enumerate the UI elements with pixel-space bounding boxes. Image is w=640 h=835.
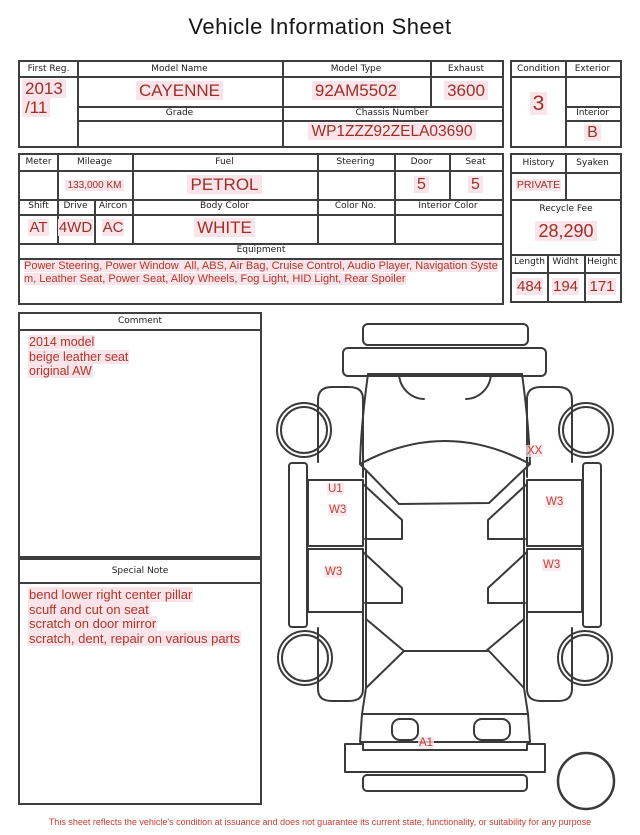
first-reg-label: First Reg. xyxy=(27,64,70,74)
damage-code-left-rear-door: W3 xyxy=(325,566,343,578)
interior-value: B xyxy=(565,124,620,142)
syaken-label: Syaken xyxy=(576,158,609,168)
damage-code-rear-bumper: A1 xyxy=(419,737,434,749)
history-value: PRIVATE xyxy=(516,179,561,191)
recycle-fee-value: 28,290 xyxy=(512,221,620,242)
special-note-line: bend lower right center pillar xyxy=(29,587,193,602)
seat-label: Seat xyxy=(465,157,486,167)
special-note-label: Special Note xyxy=(111,566,169,576)
shift-value: AT xyxy=(29,219,48,236)
model-name-label: Model Name xyxy=(151,64,208,74)
width-value: 194 xyxy=(552,278,579,295)
divider xyxy=(512,199,620,201)
model-type-value: 92AM5502 xyxy=(282,81,430,101)
model-type-label: Model Type xyxy=(330,64,382,74)
special-note-content xyxy=(20,588,260,646)
exterior-label: Exterior xyxy=(574,64,611,74)
aircon-value: AC xyxy=(102,219,124,236)
divider xyxy=(394,155,396,243)
divider xyxy=(565,120,620,122)
length-label: Length xyxy=(513,257,546,267)
divider xyxy=(20,76,502,78)
fuel-value: PETROL xyxy=(132,175,317,195)
color-no-label: Color No. xyxy=(334,201,377,211)
interior-label: Interior xyxy=(576,108,609,118)
special-note-line: scratch on door mirror xyxy=(29,616,157,631)
mileage-label: Mileage xyxy=(76,157,113,167)
mileage-value: 133,000 KM xyxy=(57,180,132,191)
damage-code-right-rear-door: W3 xyxy=(543,559,561,571)
comment-line: 2014 model xyxy=(29,335,95,349)
fee-dimensions-table xyxy=(510,153,622,303)
height-label: Height xyxy=(587,257,617,267)
equipment-label: Equipment xyxy=(236,245,286,255)
divider xyxy=(77,120,502,122)
equipment-value: Power Steering, Power Window All, ABS, Air Bag, Cruise Control, Audio Player, Navigation System, Leather Seat, Power Seat, Alloy Wheels, Fog Light, HID Light, Rear Spoiler xyxy=(24,260,498,285)
body-color-value: WHITE xyxy=(132,218,317,238)
chassis-number-value: WP1ZZZ92ZELA03690 xyxy=(282,123,502,141)
divider xyxy=(512,76,620,78)
drive-label: Drive xyxy=(63,201,88,211)
divider xyxy=(512,272,620,274)
model-name-value: CAYENNE xyxy=(77,81,282,101)
meter-label: Meter xyxy=(25,157,52,167)
registration-table xyxy=(18,60,504,148)
exhaust-value: 3600 xyxy=(430,81,502,101)
divider xyxy=(20,170,502,172)
divider xyxy=(317,155,319,243)
recycle-fee-label: Recycle Fee xyxy=(539,204,593,214)
length-value: 484 xyxy=(516,278,543,295)
width-label: Widht xyxy=(552,257,579,267)
aircon-label: Aircon xyxy=(98,201,128,211)
fuel-label: Fuel xyxy=(215,157,234,167)
body-color-label: Body Color xyxy=(199,201,250,211)
comment-box xyxy=(18,312,262,558)
grade-label: Grade xyxy=(165,108,194,118)
condition-value: 3 xyxy=(512,92,565,116)
divider xyxy=(512,254,620,256)
shift-label: Shift xyxy=(28,201,49,211)
page-title: Vehicle Information Sheet xyxy=(188,14,452,39)
condition-label: Condition xyxy=(517,64,560,74)
history-label: History xyxy=(522,158,555,168)
interior-color-label: Interior Color xyxy=(418,201,478,211)
first-reg-year: 2013 xyxy=(22,79,66,98)
first-reg-month: /11 xyxy=(22,98,50,117)
damage-code-right-pillar: XX xyxy=(527,445,543,457)
chassis-number-label: Chassis Number xyxy=(355,108,429,118)
condition-table xyxy=(510,60,622,148)
seat-value: 5 xyxy=(449,176,502,194)
car-outline-drawing xyxy=(268,313,638,815)
comment-line: beige leather seat xyxy=(29,349,129,364)
special-note-line: scuff and cut on seat xyxy=(29,601,149,617)
car-damage-diagram xyxy=(268,313,638,815)
footer-disclaimer: This sheet reflects the vehicle's condition at issuance and does not guarantee its current state, functionality, or suitability for any purpose xyxy=(48,817,592,827)
exhaust-label: Exhaust xyxy=(447,64,485,74)
damage-code-left-front-door-1: U1 xyxy=(328,483,343,495)
comment-label: Comment xyxy=(117,316,163,326)
special-note-box xyxy=(18,558,262,805)
comment-line: original AW xyxy=(29,364,92,378)
drive-value: 4WD xyxy=(58,219,93,236)
divider xyxy=(20,329,260,331)
door-label: Door xyxy=(410,157,433,167)
damage-code-right-front-door: W3 xyxy=(546,496,564,508)
divider xyxy=(20,214,502,216)
first-reg-value xyxy=(22,79,77,117)
damage-code-left-front-door-2: W3 xyxy=(329,504,347,516)
spec-table xyxy=(18,153,504,305)
steering-label: Steering xyxy=(336,157,375,167)
comment-content xyxy=(20,335,260,379)
height-value: 171 xyxy=(589,278,615,295)
door-value: 5 xyxy=(394,176,449,194)
divider xyxy=(20,582,260,584)
special-note-line: scratch, dent, repair on various parts xyxy=(29,630,240,646)
